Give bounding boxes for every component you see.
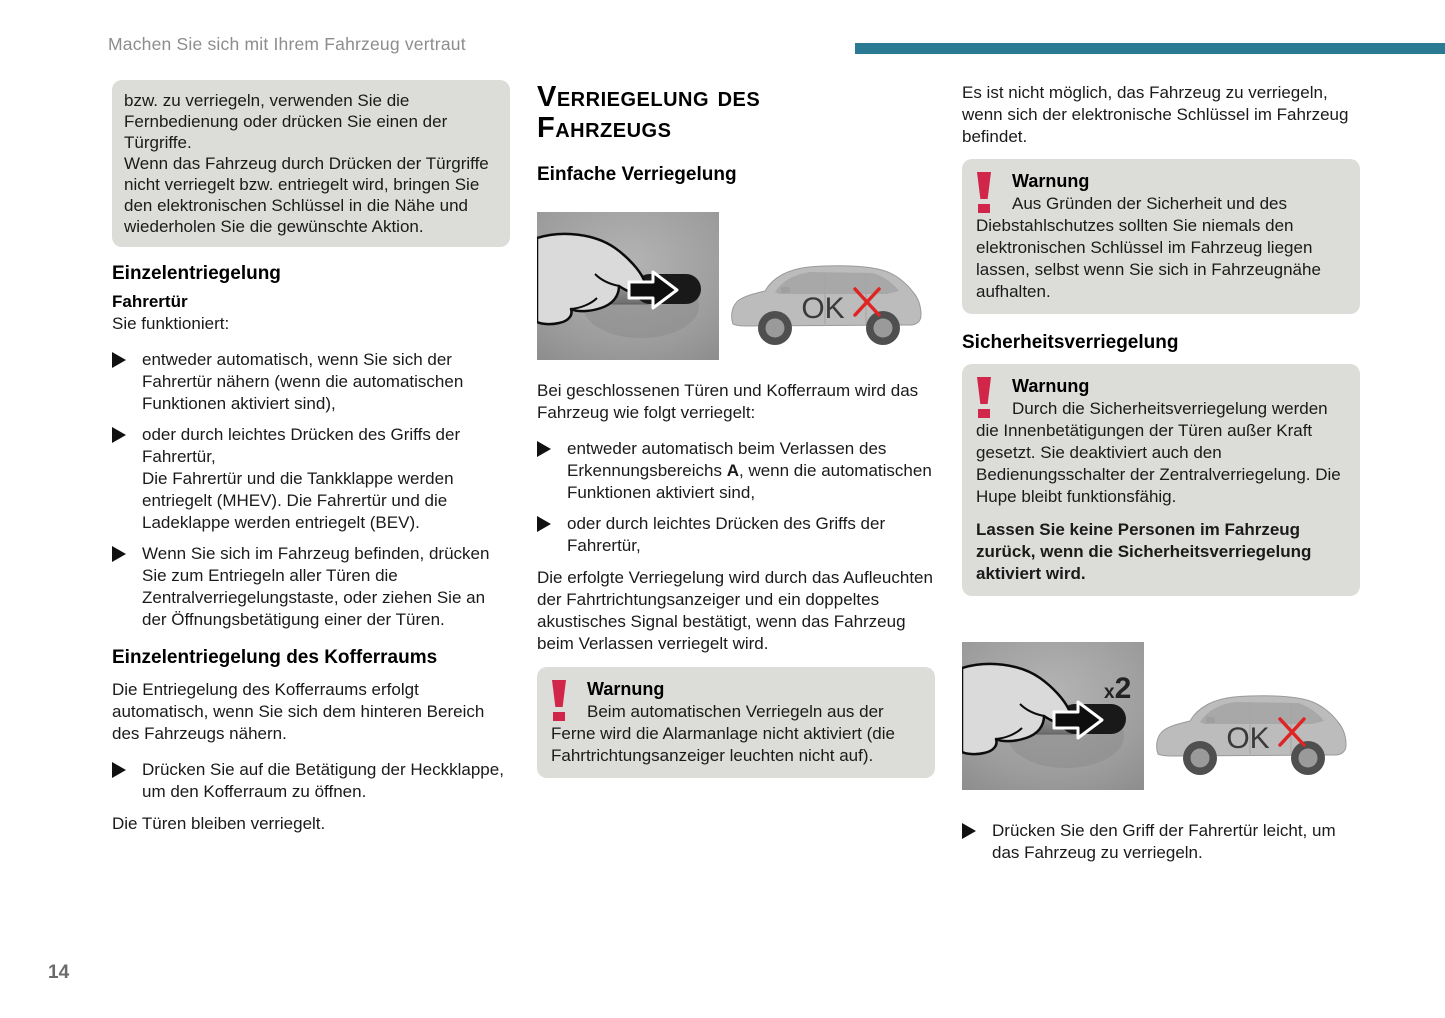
list-item (112, 349, 510, 415)
exclamation-bar (977, 377, 991, 404)
subheading-simple-locking: Einfache Verriegelung (537, 164, 737, 185)
side-mirror (781, 287, 790, 293)
warning-bold-text: Lassen Sie keine Personen im Fahrzeug zurück, wenn die Sicherheitsverriegelung aktiviert wird. (976, 520, 1312, 583)
subheading-driver-door: Fahrertür (112, 292, 188, 311)
locking-intro-paragraph: Bei geschlossenen Türen und Kofferraum wird das Fahrzeug wie folgt verriegelt: (537, 381, 919, 422)
triangle-bullet-icon (112, 427, 126, 443)
warning-text: Aus Gründen der Sicherheit und des Diebstahlschutzes sollten Sie niemals den elektronischen Schlüssel im Fahrzeug liegen lassen, selbst wenn Sie sich in Fahrzeugnähe aufhalten. (976, 194, 1321, 301)
warning-text: Beim automatischen Verriegeln aus der Ferne wird die Alarmanlage nicht aktiviert (die Fahrtrichtungsanzeiger leuchten nicht auf). (551, 702, 895, 765)
page-header: Machen Sie sich mit Ihrem Fahrzeug vertraut (108, 34, 466, 54)
locking-bullet-list (537, 438, 935, 557)
heading-trunk-unlock: Einzelentriegelung des Kofferraums (112, 647, 438, 668)
list-item (112, 759, 510, 803)
side-mirror (1206, 717, 1215, 723)
trunk-bullet-list (112, 759, 510, 803)
heading-deadlocking: Sicherheitsverriegelung (962, 332, 1179, 353)
lock-bullet-list (962, 820, 1360, 864)
heading-unlock: Einzelentriegelung (112, 263, 281, 284)
right-column (962, 82, 1360, 873)
list-item (537, 438, 935, 504)
bullet-text: Die Fahrertür und die Tankklappe werden entriegelt (MHEV). Die Fahrertür und die Ladeklappe werden entriegelt (BEV). (142, 469, 454, 532)
hand-pressing-handle-image (537, 212, 719, 360)
exclamation-bar (977, 172, 991, 199)
info-box-para2: Wenn das Fahrzeug durch Drücken der Türgriffe nicht verriegelt bzw. entriegelt wird, bringen Sie den elektronischen Schlüssel in die Nähe und wiederholen Sie die gewünschte Aktion. (124, 154, 489, 236)
double-press-illustration (962, 642, 1360, 790)
left-column (112, 80, 510, 835)
page-number: 14 (48, 962, 70, 983)
exclamation-bar (552, 680, 566, 707)
warning-text: Durch die Sicherheitsverriegelung werden die Innenbetätigungen der Türen außer Kraft gesetzt. Sie deaktiviert auch den Bedienungsschalter der Zentralverriegelung. Die Hupe bleibt funktionsfähig. (976, 399, 1341, 506)
bullet-text: Drücken Sie den Griff der Fahrertür leicht, um das Fahrzeug zu verriegeln. (992, 821, 1336, 862)
unlock-bullet-list (112, 349, 510, 631)
front-wheel-rim (1191, 749, 1210, 768)
bullet-text: , wenn die automatischen Funktionen aktiviert sind, (567, 461, 932, 502)
intro-text: Sie funktioniert: (112, 314, 230, 333)
trunk-paragraph: Die Entriegelung des Kofferraums erfolgt automatisch, wenn Sie sich dem hinteren Bereich des Fahrzeugs nähern. (112, 680, 485, 743)
bullet-text: oder durch leichtes Drücken des Griffs der Fahrertür, (142, 425, 461, 466)
rear-wheel-rim (874, 319, 893, 338)
bullet-text: Wenn Sie sich im Fahrzeug befinden, drücken Sie zum Entriegeln aller Türen die Zentralverriegelungstaste, oder ziehen Sie an der Öffnungsbetätigung einer der Türen. (142, 544, 490, 629)
ok-label: OK (801, 292, 845, 325)
hand-pressing-handle-x2-image (962, 642, 1144, 790)
rear-wheel-rim (1299, 749, 1318, 768)
bullet-text: entweder automatisch, wenn Sie sich der Fahrertür nähern (wenn die automatischen Funktionen aktiviert sind), (142, 350, 464, 413)
triangle-bullet-icon (112, 352, 126, 368)
accent-bar (855, 43, 1445, 54)
x2-label: x2 (1104, 672, 1132, 705)
triangle-bullet-icon (962, 823, 976, 839)
list-item (112, 543, 510, 631)
key-in-vehicle-paragraph: Es ist nicht möglich, das Fahrzeug zu verriegeln, wenn sich der elektronische Schlüssel im Fahrzeug befindet. (962, 83, 1349, 146)
zone-a-label: A (726, 461, 739, 480)
car-lock-ok-image (1152, 672, 1352, 787)
exclamation-icon (552, 680, 568, 724)
triangle-bullet-icon (112, 546, 126, 562)
triangle-bullet-icon (112, 762, 126, 778)
doors-locked-note: Die Türen bleiben verriegelt. (112, 814, 326, 833)
triangle-bullet-icon (537, 516, 551, 532)
list-item (537, 513, 935, 557)
triangle-bullet-icon (537, 441, 551, 457)
ok-label: OK (1226, 722, 1270, 755)
list-item (112, 424, 510, 534)
exclamation-dot (553, 712, 565, 721)
bullet-text: entweder automatisch beim Verlassen des Erkennungsbereichs (567, 439, 887, 480)
warning-title: Warnung (1012, 171, 1090, 191)
warning-box (962, 159, 1360, 314)
locking-confirm-paragraph: Die erfolgte Verriegelung wird durch das Aufleuchten der Fahrtrichtungsanzeiger und ein doppeltes akustisches Signal bestätigt, wenn das Fahrzeug beim Verlassen verriegelt wird. (537, 568, 933, 653)
car-lock-ok-image (727, 242, 927, 357)
warning-box (962, 364, 1360, 596)
front-wheel-rim (766, 319, 785, 338)
exclamation-dot (978, 409, 990, 418)
info-box (112, 80, 510, 247)
page-title: Verriegelung des Fahrzeugs (537, 81, 761, 144)
bullet-text: oder durch leichtes Drücken des Griffs der Fahrertür, (567, 514, 886, 555)
warning-box (537, 667, 935, 778)
exclamation-dot (978, 204, 990, 213)
exclamation-icon (977, 377, 993, 421)
warning-title: Warnung (587, 679, 665, 699)
exclamation-icon (977, 172, 993, 216)
list-item (962, 820, 1360, 864)
middle-column (537, 82, 935, 778)
bullet-text: Drücken Sie auf die Betätigung der Heckklappe, um den Kofferraum zu öffnen. (142, 760, 504, 801)
warning-title: Warnung (1012, 376, 1090, 396)
door-handle-press-illustration (537, 212, 935, 360)
info-box-para1: bzw. zu verriegeln, verwenden Sie die Fernbedienung oder drücken Sie einen der Türgriffe. (124, 91, 448, 152)
